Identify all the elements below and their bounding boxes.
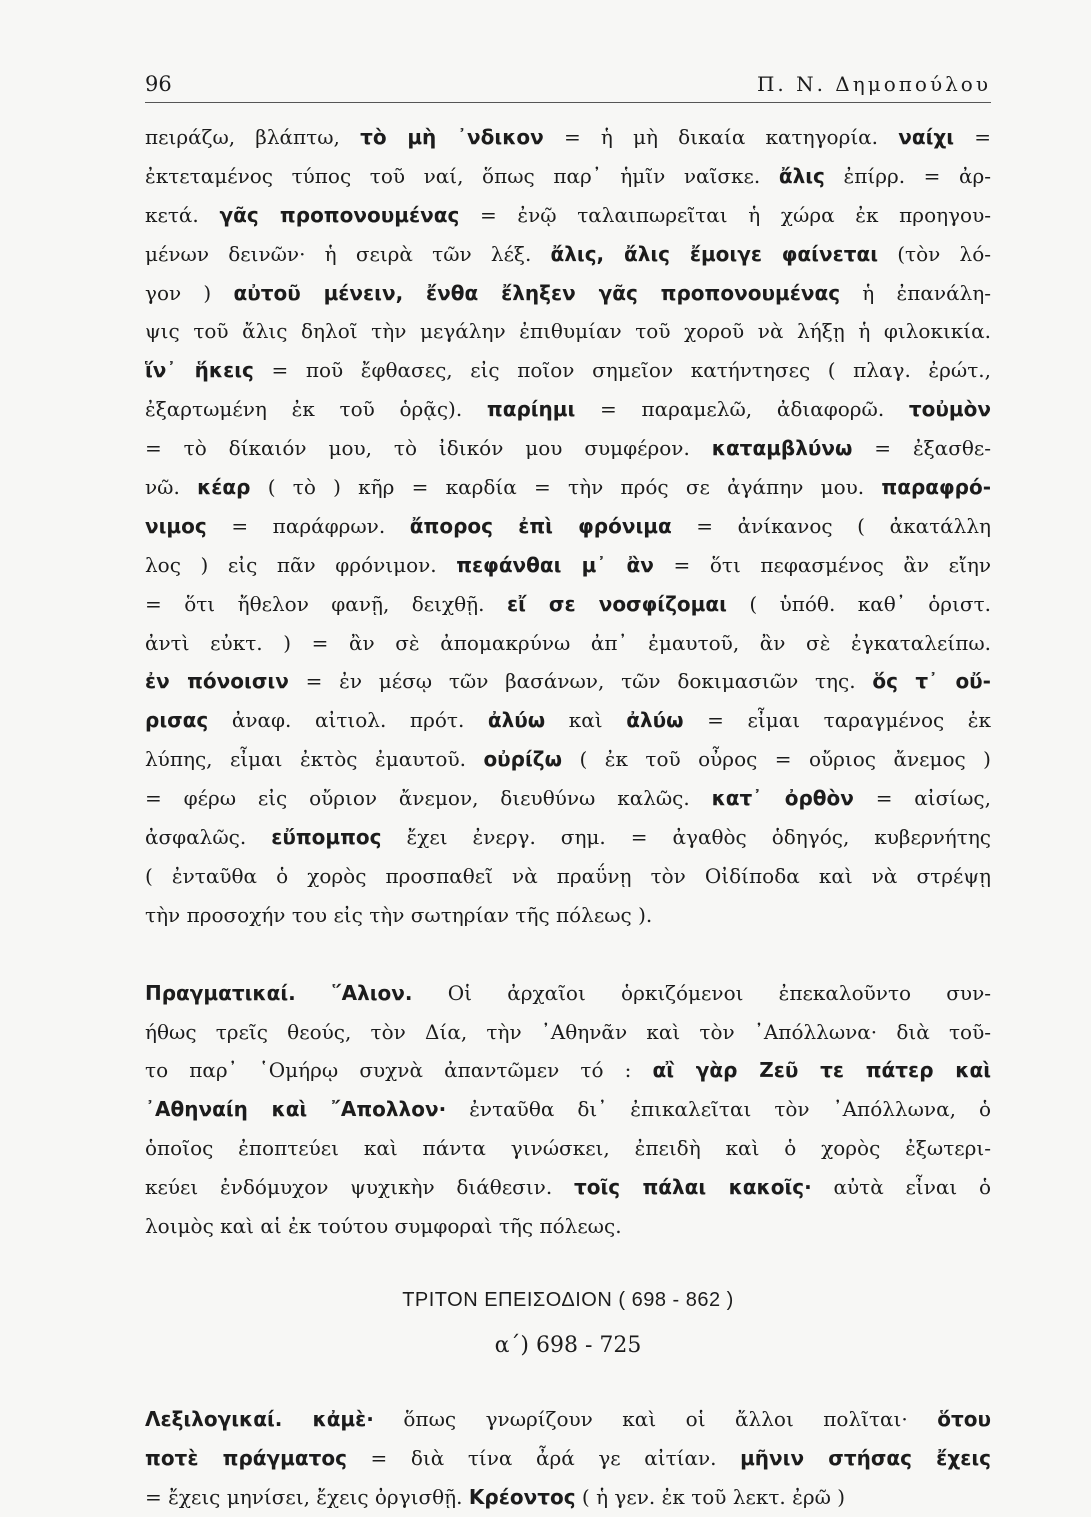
- text-run: κεύει ἐνδόμυχον ψυχικὴν διάθεσιν.: [145, 1175, 574, 1200]
- text-run: = ἐξασθε-: [852, 436, 991, 461]
- text-line: [145, 779, 991, 818]
- text-run: ἀντὶ εὐκτ. ) = ἂν σὲ ἀπομακρύνω ἀπ᾿ ἐμαυτοῦ, ἂν σὲ ἐγκαταλείπω.: [145, 630, 991, 655]
- text-run: το παρ᾿ ῾Ομήρῳ συχνὰ ἀπαντῶμεν τό :: [145, 1058, 653, 1083]
- text-line: [145, 507, 991, 546]
- text-line: [145, 312, 991, 351]
- text-run: ἀσφαλῶς.: [145, 825, 272, 850]
- bold-term: ἀλύω: [487, 708, 546, 733]
- text-run: λος ) εἰς πᾶν φρόνιμον.: [145, 552, 457, 577]
- bold-term: κατ᾿ ὀρθὸν: [711, 786, 854, 811]
- bold-term: ἵν᾿ ἥκεις: [145, 358, 254, 383]
- text-run: τὴν προσοχήν του εἰς τὴν σωτηρίαν τῆς πόλεως ).: [145, 902, 653, 927]
- text-run: ( ὑπόθ. καθ᾿ ὁριστ.: [726, 591, 991, 616]
- text-run: = αἰσίως,: [853, 786, 991, 811]
- text-run: = ἔχεις μηνίσει, ἔχεις ὀργισθῇ.: [145, 1484, 469, 1509]
- text-run: γον ): [145, 280, 234, 305]
- text-line: [145, 1207, 991, 1246]
- text-run: = τὸ δίκαιόν μου, τὸ ἰδικόν μου συμφέρον.: [145, 436, 712, 461]
- text-line: [145, 1051, 991, 1090]
- text-run: ἐκτεταμένος τύπος τοῦ ναί, ὅπως παρ᾿ ἡμῖν ναῖσκε.: [145, 163, 779, 188]
- text-run: = ὅτι πεφασμένος ἂν εἴην: [653, 552, 991, 577]
- text-run: ὁποῖος ἐποπτεύει καὶ πάντα γινώσκει, ἐπειδὴ καὶ ὁ χορὸς ἐξωτερι-: [145, 1136, 991, 1161]
- bold-term: κέαρ: [197, 475, 251, 500]
- bold-term: νιμος: [145, 513, 207, 538]
- bold-term: ἐν πόνοισιν: [145, 669, 289, 694]
- text-run: (τὸν λό-: [878, 241, 991, 266]
- text-run: = παράφρων.: [206, 513, 410, 538]
- bold-term: εὔπομπος: [271, 825, 382, 850]
- text-run: ἔχει ἐνεργ. σημ. = ἀγαθὸς ὁδηγός, κυβερνήτης: [381, 825, 991, 850]
- bold-term: ᾿Αθηναίη καὶ ῎Απολλον·: [145, 1097, 447, 1122]
- bold-term: αὐτοῦ μένειν, ἔνθα ἔληξεν γᾶς προπονουμένας: [233, 280, 841, 305]
- bold-term: ὅτου: [937, 1406, 991, 1431]
- bold-term: ἀλύω: [626, 708, 684, 733]
- text-line: [145, 468, 991, 507]
- text-run: = ἡ μὴ δικαία κατηγορία.: [543, 125, 899, 149]
- text-line: [145, 118, 991, 157]
- text-line: [145, 896, 991, 935]
- text-line: [145, 818, 991, 857]
- bold-term: παραφρό-: [881, 475, 991, 500]
- bold-term: οὐρίζω: [483, 747, 562, 772]
- bold-term: ἄπορος ἐπὶ φρόνιμα: [409, 513, 672, 538]
- text-line: [145, 351, 991, 390]
- factual-notes-section: [145, 974, 991, 1246]
- text-run: ( ἐκ τοῦ οὖρος = οὔριος ἄνεμος ): [562, 747, 991, 772]
- text-run: ( ἐνταῦθα ὁ χορὸς προσπαθεῖ νὰ πραΰνῃ τὸν Οἰδίποδα καὶ νὰ στρέψῃ: [145, 863, 991, 888]
- text-run: = ποῦ ἔφθασες, εἰς ποῖον σημεῖον κατήντησες ( πλαγ. ἐρώτ.,: [253, 358, 991, 383]
- text-run: = ὅτι ἤθελον φανῇ, δειχθῇ.: [145, 591, 507, 616]
- text-line: [145, 157, 991, 196]
- bold-term: εἴ σε νοσφίζομαι: [506, 591, 727, 616]
- bold-term: παρίημι: [486, 397, 576, 422]
- subsection-heading: α΄) 698 - 725: [494, 1332, 642, 1358]
- bold-term: ποτὲ πράγματος: [145, 1445, 347, 1470]
- text-line: [145, 274, 991, 313]
- text-run: νῶ.: [145, 475, 198, 500]
- text-run: = ἐν μέσῳ τῶν βασάνων, τῶν δοκιμασιῶν της.: [288, 669, 873, 694]
- text-run: ( ἡ γεν. ἐκ τοῦ λεκτ. ἐρῶ ): [575, 1484, 846, 1509]
- author-running-title: Π. Ν. Δημοπούλου: [756, 72, 991, 96]
- text-run: μένων δεινῶν· ἡ σειρὰ τῶν λέξ.: [145, 241, 551, 266]
- text-run: ἐξαρτωμένη ἐκ τοῦ ὁρᾷς).: [145, 397, 487, 422]
- text-line: [145, 390, 991, 429]
- text-line: [145, 1129, 991, 1168]
- text-run: = ἐνῷ ταλαιπωρεῖται ἡ χώρα ἐκ προηγου-: [459, 202, 991, 227]
- text-run: Οἱ ἀρχαῖοι ὁρκιζόμενοι ἐπεκαλοῦντο συν-: [412, 980, 991, 1005]
- bold-term: Λεξιλογικαί. κἀμὲ·: [145, 1406, 374, 1431]
- text-run: λοιμὸς καὶ αἱ ἐκ τούτου συμφοραὶ τῆς πόλεως.: [145, 1214, 622, 1239]
- text-line: [145, 701, 991, 740]
- bold-term: ἄλις: [778, 163, 825, 188]
- text-line: [145, 857, 991, 896]
- bold-term: μῆνιν στήσας ἔχεις: [740, 1445, 991, 1470]
- text-run: = ἀνίκανος ( ἀκατάλλη: [671, 513, 991, 538]
- text-line: [145, 1013, 991, 1052]
- running-header: [145, 66, 991, 103]
- text-line: [145, 1478, 991, 1517]
- text-run: ψις τοῦ ἄλις δηλοῖ τὴν μεγάλην ἐπιθυμίαν τοῦ χοροῦ νὰ λήξῃ ἡ φιλοκικία.: [145, 319, 991, 344]
- text-run: = εἶμαι ταραγμένος ἐκ: [683, 708, 991, 733]
- bold-term: γᾶς προπονουμένας: [219, 202, 460, 227]
- bold-term: ρισας: [145, 708, 209, 733]
- page-number: 96: [145, 72, 172, 96]
- text-run: κετά.: [145, 202, 220, 227]
- lexical-notes-section-2: [145, 1400, 991, 1517]
- text-run: =: [954, 125, 991, 149]
- bold-term: ναίχι: [898, 125, 955, 149]
- bold-term: Πραγματικαί. ῞Αλιον.: [145, 980, 413, 1005]
- text-run: ἡ ἐπανάλη-: [840, 280, 991, 305]
- bold-term: καταμβλύνω: [711, 436, 853, 461]
- text-run: ἐπίρρ. = ἀρ-: [824, 163, 991, 188]
- text-run: ἐνταῦθα δι᾿ ἐπικαλεῖται τὸν ᾿Απόλλωνα, ὁ: [446, 1097, 991, 1122]
- bold-term: ὅς τ᾿ οὔ-: [872, 669, 991, 694]
- bold-term: τοὐμὸν: [908, 397, 991, 422]
- bold-term: Κρέοντος: [468, 1484, 576, 1509]
- text-line: [145, 624, 991, 663]
- text-run: ἀναφ. αἰτιολ. πρότ.: [208, 708, 488, 733]
- text-run: = φέρω εἰς οὔριον ἄνεμον, διευθύνω καλῶς.: [145, 786, 712, 811]
- lexical-notes-section: [145, 118, 991, 935]
- text-run: πειράζω, βλάπτω,: [145, 125, 361, 149]
- text-run: λύπης, εἶμαι ἐκτὸς ἐμαυτοῦ.: [145, 747, 484, 772]
- text-body: [145, 118, 991, 1517]
- text-run: = διὰ τίνα ἆρά γε αἰτίαν.: [346, 1445, 741, 1470]
- text-run: αὐτὰ εἶναι ὁ: [811, 1175, 991, 1200]
- text-line: [145, 546, 991, 585]
- bold-term: ἄλις, ἄλις ἔμοιγε φαίνεται: [550, 241, 879, 266]
- text-line: [145, 1168, 991, 1207]
- text-line: [145, 974, 991, 1013]
- text-run: = παραμελῶ, ἀδιαφορῶ.: [575, 397, 909, 422]
- text-line: [145, 1090, 991, 1129]
- episode-heading: ΤΡΙΤΟΝ ΕΠΕΙΣΟΔΙΟΝ ( 698 - 862 ): [402, 1288, 734, 1311]
- text-line: [145, 740, 991, 779]
- text-line: [145, 235, 991, 274]
- bold-term: πεφάνθαι μ᾿ ἂν: [456, 552, 654, 577]
- bold-term: τὸ μὴ ᾿νδικον: [360, 125, 544, 149]
- text-line: [145, 585, 991, 624]
- bold-term: αἲ γὰρ Ζεῦ τε πάτερ καὶ: [652, 1058, 991, 1083]
- text-line: [145, 196, 991, 235]
- text-run: ήθως τρεῖς θεούς, τὸν Δία, τὴν ᾿Αθηνᾶν καὶ τὸν ᾿Απόλλωνα· διὰ τοῦ-: [145, 1019, 991, 1044]
- text-run: καὶ: [545, 708, 627, 733]
- text-line: [145, 1400, 991, 1439]
- text-run: ( τὸ ) κῆρ = καρδία = τὴν πρός σε ἀγάπην μου.: [250, 475, 882, 500]
- text-run: ὅπως γνωρίζουν καὶ οἱ ἄλλοι πολῖται·: [373, 1406, 938, 1431]
- bold-term: τοῖς πάλαι κακοῖς·: [573, 1175, 812, 1200]
- text-line: [145, 1439, 991, 1478]
- text-line: [145, 662, 991, 701]
- text-line: [145, 429, 991, 468]
